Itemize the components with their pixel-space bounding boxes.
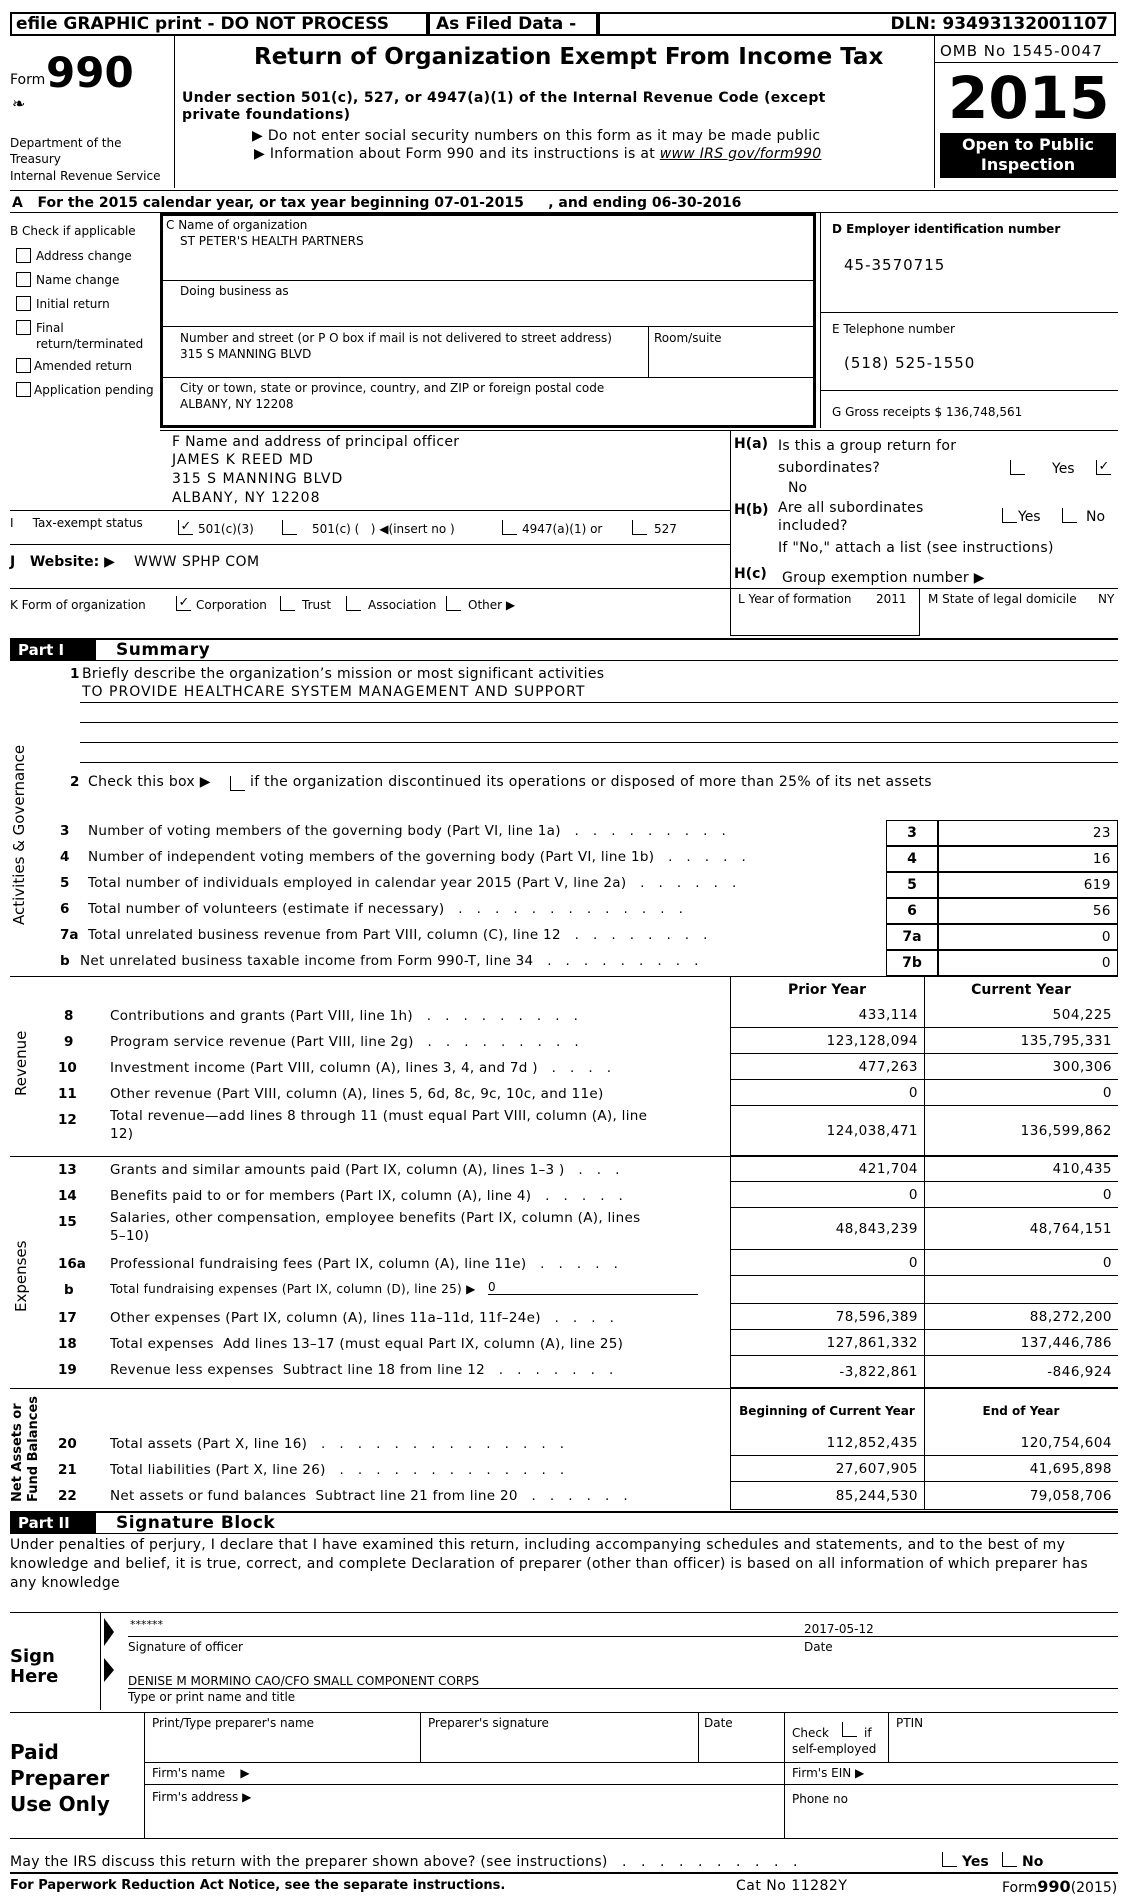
line-1-number: 1 (70, 666, 80, 682)
org-name-label: C Name of organization (166, 218, 308, 232)
net_lines-prior: 27,607,905 (730, 1456, 924, 1482)
ha-yes-label: Yes (1052, 461, 1075, 477)
rev_lines-prior: 123,128,094 (730, 1028, 924, 1054)
self-employed-label: self-employed (792, 1742, 877, 1756)
name-change-checkbox[interactable] (16, 272, 31, 287)
rev_lines-text-cont: 12) (110, 1126, 134, 1142)
gov-line-value: 0 (938, 950, 1118, 976)
gov-line-number: b (60, 953, 70, 969)
501c3-label: 501(c)(3) (198, 522, 254, 536)
col-prior-year: Prior Year (787, 982, 867, 998)
paid-preparer-1: Paid (10, 1740, 59, 1764)
exp_lines-number: 16a (58, 1256, 86, 1272)
gov-line-box-number: 4 (886, 846, 938, 872)
hb-no-label: No (1086, 509, 1106, 525)
net_lines-number: 20 (58, 1436, 77, 1452)
net_lines-number: 21 (58, 1462, 77, 1478)
exp_lines-text: Benefits paid to or for members (Part IX, column (A), line 4) . . . . . (110, 1188, 624, 1204)
exp_lines-number: 13 (58, 1162, 77, 1178)
prep-name-label: Print/Type preparer's name (152, 1716, 315, 1730)
ptin-label: PTIN (896, 1716, 924, 1730)
exp_lines-prior: 0 (730, 1182, 924, 1208)
rev_lines-prior: 0 (730, 1080, 924, 1106)
gov-line-text: Net unrelated business taxable income from Form 990-T, line 34 . . . . . . . . . (80, 953, 699, 969)
exp_lines-text: Salaries, other compensation, employee benefits (Part IX, column (A), lines (110, 1210, 641, 1226)
state-domicile-value: NY (1098, 592, 1115, 606)
side-label-expenses: Expenses (12, 1240, 30, 1312)
discuss-yes-checkbox[interactable] (942, 1852, 957, 1867)
rev_lines-text: Contributions and grants (Part VIII, line 1h) . . . . . . . . . (110, 1008, 579, 1024)
hb-tag: H(b) (734, 502, 769, 518)
trust-checkbox[interactable] (280, 596, 295, 611)
gov-line-text: Number of independent voting members of the governing body (Part VI, line 1b) . . . . . (88, 849, 747, 865)
gov-line-number: 5 (60, 875, 70, 891)
line-2-number: 2 (70, 774, 80, 790)
gov-line-text: Number of voting members of the governing body (Part VI, line 1a) . . . . . . . . . (88, 823, 727, 839)
sign-arrow-svg (104, 1614, 116, 1684)
officer-line3: ALBANY, NY 12208 (172, 490, 321, 506)
open-public-badge: Open to Public Inspection (940, 133, 1116, 178)
application-pending-label: Application pending (34, 383, 154, 397)
side-label-governance: Activities & Governance (10, 744, 28, 925)
self-employed-checkbox[interactable] (842, 1722, 857, 1737)
rev_lines-number: 12 (58, 1112, 77, 1128)
net_lines-prior: 85,244,530 (730, 1482, 924, 1510)
signer-name: DENISE M MORMINO CAO/CFO SMALL COMPONENT CORPS (128, 1674, 480, 1688)
501c-checkbox[interactable] (282, 520, 297, 535)
net_lines-number: 22 (58, 1488, 77, 1504)
corporation-checkbox[interactable]: ✓ (176, 596, 191, 611)
527-label: 527 (654, 522, 677, 536)
rev_lines-current: 0 (924, 1080, 1118, 1106)
city-value: ALBANY, NY 12208 (180, 397, 294, 411)
section-b-label: B Check if applicable (10, 224, 136, 238)
ha-yes-checkbox-empty[interactable] (1010, 460, 1025, 475)
discuss-no-checkbox[interactable] (1002, 1852, 1017, 1867)
amended-return-checkbox[interactable] (16, 358, 31, 373)
gov-line-box-number: 7b (886, 950, 938, 976)
rev_lines-current: 300,306 (924, 1054, 1118, 1080)
initial-return-label: Initial return (36, 297, 110, 311)
rev_lines-text: Program service revenue (Part VIII, line 2g) . . . . . . . . . (110, 1034, 579, 1050)
officer-label: F Name and address of principal officer (172, 434, 460, 450)
other-checkbox[interactable] (446, 596, 461, 611)
paid-preparer-3: Use Only (10, 1792, 110, 1816)
4947-label: 4947(a)(1) or (522, 522, 603, 536)
application-pending-checkbox[interactable] (16, 382, 31, 397)
gov-line-value: 56 (938, 898, 1118, 924)
exp_lines-text: Grants and similar amounts paid (Part IX, column (A), lines 1–3 ) . . . (110, 1162, 620, 1178)
date-label: Date (804, 1640, 833, 1654)
prep-sig-label: Preparer's signature (428, 1716, 549, 1730)
line-2-text-post: if the organization discontinued its operations or disposed of more than 25% of its net assets (250, 774, 932, 790)
ha-yes-checkbox[interactable]: ✓ (1096, 460, 1111, 475)
exp_lines-number: 15 (58, 1214, 77, 1230)
gov-line-value: 16 (938, 846, 1118, 872)
exp_lines-current: 0 (924, 1182, 1118, 1208)
line-a: A For the 2015 calendar year, or tax year beginning 07-01-2015 , and ending 06-30-2016 (12, 195, 742, 211)
sign-here-2: Here (10, 1666, 59, 1687)
gov-line-box-number: 7a (886, 924, 938, 950)
form-footer-year: (2015) (1070, 1880, 1118, 1896)
gov-line-value: 0 (938, 924, 1118, 950)
filed-banner: As Filed Data - (428, 12, 598, 36)
gov-line-box-number: 6 (886, 898, 938, 924)
gov-line-text: Total number of volunteers (estimate if necessary) . . . . . . . . . . . . . (88, 901, 684, 917)
association-label: Association (368, 598, 437, 612)
exp_lines-number: 18 (58, 1336, 77, 1352)
sign-arrow-icon (104, 1614, 114, 1684)
exp_lines-inline-value: 0 (488, 1280, 698, 1295)
rev_lines-current: 135,795,331 (924, 1028, 1118, 1054)
irs-link[interactable]: www IRS gov/form990 (659, 146, 822, 162)
part2-title: Signature Block (116, 1513, 276, 1533)
line-2-text-pre: Check this box ▶ (88, 774, 211, 790)
ein-label: D Employer identification number (832, 222, 1061, 236)
4947-checkbox[interactable] (502, 520, 517, 535)
501c-label: 501(c) ( ) ◀(insert no ) (312, 522, 455, 536)
gov-line-number: 3 (60, 823, 70, 839)
eagle-icon: ❧ (12, 94, 26, 113)
paperwork-notice: For Paperwork Reduction Act Notice, see the separate instructions. (10, 1878, 506, 1893)
gov-line-number: 4 (60, 849, 70, 865)
city-label: City or town, state or province, country, and ZIP or foreign postal code (180, 381, 605, 395)
hc-tag: H(c) (734, 566, 767, 582)
rev_lines-prior: 477,263 (730, 1054, 924, 1080)
firm-name-label: Firm's name ▶ (152, 1766, 250, 1780)
address-change-checkbox[interactable] (16, 248, 31, 263)
form-number: 990 (46, 48, 134, 97)
signer-label: Type or print name and title (128, 1690, 296, 1704)
rev_lines-text: Investment income (Part VIII, column (A), lines 3, 4, and 7d ) . . . . (110, 1060, 612, 1076)
501c3-checkbox[interactable]: ✓ (178, 520, 193, 535)
gov-line-box-number: 3 (886, 820, 938, 846)
ha-text2: subordinates? (778, 460, 881, 476)
rev_lines-prior: 124,038,471 (730, 1106, 924, 1156)
exp_lines-text: Total fundraising expenses (Part IX, column (D), line 25) ▶ (110, 1282, 476, 1296)
rev_lines-current: 136,599,862 (924, 1106, 1118, 1156)
rev_lines-text: Other revenue (Part VIII, column (A), lines 5, 6d, 8c, 9c, 10c, and 11e) (110, 1086, 604, 1102)
website-label: J Website: ▶ (10, 554, 115, 570)
website-value[interactable]: WWW SPHP COM (134, 554, 260, 570)
gov-line-text: Total unrelated business revenue from Part VIII, column (C), line 12 . . . . . . . . (88, 927, 708, 943)
exp_lines-number: 14 (58, 1188, 77, 1204)
dept-line1: Department of the (10, 136, 122, 150)
address-change-label: Address change (36, 249, 132, 263)
room-suite-label: Room/suite (654, 331, 722, 345)
exp_lines-current: 137,446,786 (924, 1330, 1118, 1356)
rev_lines-prior: 433,114 (730, 1002, 924, 1028)
signature-mask: ****** (130, 1618, 163, 1631)
net_lines-current: 41,695,898 (924, 1456, 1118, 1482)
cat-number: Cat No 11282Y (736, 1878, 848, 1894)
exp_lines-text: Other expenses (Part IX, column (A), lines 11a–11d, 11f–24e) . . . . (110, 1310, 615, 1326)
exp_lines-current: 88,272,200 (924, 1304, 1118, 1330)
info-note-text: ▶ Information about Form 990 and its instructions is at (254, 146, 660, 162)
ein-value: 45-3570715 (844, 256, 946, 274)
dln-banner: DLN: 93493132001107 (598, 12, 1116, 36)
part2-tag: Part II (10, 1513, 96, 1533)
col-beginning-year: Beginning of Current Year (739, 1404, 915, 1418)
info-note (254, 146, 822, 162)
year-formation-label: L Year of formation (738, 592, 852, 606)
hb-text1: Are all subordinates (778, 500, 924, 516)
corporation-label: Corporation (196, 598, 267, 612)
paid-preparer-2: Preparer (10, 1766, 110, 1790)
exp_lines-current (924, 1276, 1118, 1304)
net_lines-current: 79,058,706 (924, 1482, 1118, 1510)
part1-tag: Part I (10, 640, 96, 660)
gov-line-value: 23 (938, 820, 1118, 846)
self-employed-if: if (864, 1726, 872, 1740)
exp_lines-number: b (64, 1282, 74, 1298)
exp_lines-current: 0 (924, 1250, 1118, 1276)
net_lines-prior: 112,852,435 (730, 1430, 924, 1456)
rev_lines-current: 504,225 (924, 1002, 1118, 1028)
final-return-label: Final return/terminated (36, 321, 144, 351)
dept-line3: Internal Revenue Service (10, 169, 161, 183)
dept-line2: Treasury (10, 152, 61, 166)
efile-banner: efile GRAPHIC print - DO NOT PROCESS (10, 12, 428, 36)
ssn-note: ▶ Do not enter social security numbers on this form as it may be made public (252, 128, 821, 144)
side-label-revenue: Revenue (12, 1030, 30, 1096)
gov-line-text: Total number of individuals employed in calendar year 2015 (Part V, line 2a) . . . . . . (88, 875, 737, 891)
perjury-statement: Under penalties of perjury, I declare that I have examined this return, including accompanying schedules and statements, and to the best of my knowledge and belief, it is true, correct, and complete Declaration of preparer (other than officer) is based on all information of which preparer has any knowledge (10, 1537, 1088, 1591)
hc-text: Group exemption number ▶ (782, 570, 985, 586)
net_lines-text: Net assets or fund balances Subtract line 21 from line 20 . . . . . . (110, 1488, 628, 1504)
hb-yes-checkbox[interactable] (1002, 508, 1017, 523)
line-1-text: Briefly describe the organization’s mission or most significant activities (82, 666, 605, 682)
exp_lines-number: 19 (58, 1362, 77, 1378)
part1-title: Summary (116, 640, 211, 660)
other-label: Other ▶ (468, 598, 516, 612)
exp_lines-prior (730, 1276, 924, 1304)
form-footer-label (1002, 1877, 1117, 1896)
exp_lines-prior: -3,822,861 (730, 1356, 924, 1388)
signature-label: Signature of officer (128, 1640, 243, 1654)
exp_lines-prior: 127,861,332 (730, 1330, 924, 1356)
discuss-question: May the IRS discuss this return with the preparer shown above? (see instructions) . . . . . . . . . . (10, 1854, 798, 1870)
exp_lines-text: Total expenses Add lines 13–17 (must equal Part IX, column (A), line 25) (110, 1336, 624, 1352)
form-footer-word: Form (1002, 1880, 1038, 1896)
exp_lines-current: 410,435 (924, 1156, 1118, 1182)
rev_lines-number: 11 (58, 1086, 77, 1102)
form-subtitle: Under section 501(c), 527, or 4947(a)(1) of the Internal Revenue Code (except private foundations) (182, 90, 826, 123)
exp_lines-text: Revenue less expenses Subtract line 18 from line 12 . . . . . . . (110, 1362, 614, 1378)
form-word: Form (10, 72, 46, 88)
col-current-year: Current Year (971, 982, 1071, 998)
net_lines-text: Total assets (Part X, line 16) . . . . . . . . . . . . . . (110, 1436, 565, 1452)
net_lines-text: Total liabilities (Part X, line 26) . . . . . . . . . . . . . (110, 1462, 565, 1478)
exp_lines-current: 48,764,151 (924, 1208, 1118, 1250)
rev_lines-text: Total revenue—add lines 8 through 11 (must equal Part VIII, column (A), line (110, 1108, 648, 1124)
street-label: Number and street (or P O box if mail is not delivered to street address) (180, 331, 612, 345)
ha-tag: H(a) (734, 436, 768, 452)
trust-label: Trust (302, 598, 332, 612)
exp_lines-text: Professional fundraising fees (Part IX, column (A), line 11e) . . . . . (110, 1256, 619, 1272)
officer-line1: JAMES K REED MD (172, 452, 314, 468)
phone-label: E Telephone number (832, 322, 955, 336)
exp_lines-prior: 78,596,389 (730, 1304, 924, 1330)
officer-line2: 315 S MANNING BLVD (172, 471, 344, 487)
gov-line-number: 6 (60, 901, 70, 917)
exp_lines-current: -846,924 (924, 1356, 1118, 1388)
state-domicile-label: M State of legal domicile (928, 592, 1077, 606)
gov-line-number: 7a (60, 927, 79, 943)
exp_lines-text-cont: 5–10) (110, 1228, 150, 1244)
form-org-label: K Form of organization (10, 598, 146, 612)
hb-text2: included? (778, 518, 848, 534)
prep-date-label: Date (704, 1716, 733, 1730)
discontinued-checkbox[interactable] (230, 776, 245, 791)
amended-return-label: Amended return (34, 359, 133, 373)
side-label-net-assets-1: Net Assets or (10, 1403, 25, 1502)
omb-number: OMB No 1545-0047 (940, 42, 1103, 60)
exp_lines-prior: 0 (730, 1250, 924, 1276)
firm-ein-label: Firm's EIN ▶ (792, 1766, 865, 1780)
ha-text1: Is this a group return for (778, 438, 957, 454)
initial-return-checkbox[interactable] (16, 296, 31, 311)
tax-year: 2015 (948, 64, 1110, 132)
discuss-no-label: No (1022, 1854, 1044, 1870)
firm-address-label: Firm's address ▶ (152, 1790, 252, 1804)
form-footer-number: 990 (1037, 1877, 1071, 1896)
net_lines-current: 120,754,604 (924, 1430, 1118, 1456)
signature-date: 2017-05-12 (804, 1622, 874, 1636)
side-label-net-assets-2: Fund Balances (26, 1396, 41, 1502)
ha-no-label: No (788, 480, 808, 496)
rev_lines-number: 10 (58, 1060, 77, 1076)
col-end-year: End of Year (982, 1404, 1060, 1418)
rev_lines-number: 9 (64, 1034, 74, 1050)
self-employed-check-label: Check (792, 1726, 829, 1740)
line-1-mission: TO PROVIDE HEALTHCARE SYSTEM MANAGEMENT AND SUPPORT (82, 684, 586, 700)
gross-receipts: G Gross receipts $ 136,748,561 (832, 405, 1023, 419)
gov-line-value: 619 (938, 872, 1118, 898)
org-name: ST PETER'S HEALTH PARTNERS (180, 234, 364, 248)
sign-here-1: Sign (10, 1646, 55, 1667)
phone-value: (518) 525-1550 (844, 354, 976, 372)
hb-yes-label: Yes (1018, 509, 1041, 525)
name-change-label: Name change (36, 273, 120, 287)
527-checkbox[interactable] (632, 520, 647, 535)
discuss-yes-label: Yes (962, 1854, 989, 1870)
year-formation-value: 2011 (876, 592, 907, 606)
exp_lines-number: 17 (58, 1310, 77, 1326)
gov-line-box-number: 5 (886, 872, 938, 898)
exp_lines-prior: 48,843,239 (730, 1208, 924, 1250)
rev_lines-number: 8 (64, 1008, 74, 1024)
tax-exempt-label: I Tax-exempt status (10, 516, 143, 530)
phone-no-label: Phone no (792, 1792, 848, 1806)
dba-label: Doing business as (180, 284, 289, 298)
street-value: 315 S MANNING BLVD (180, 347, 312, 361)
exp_lines-prior: 421,704 (730, 1156, 924, 1182)
association-checkbox[interactable] (346, 596, 361, 611)
form-title: Return of Organization Exempt From Income Tax (254, 44, 884, 70)
hb-no-checkbox[interactable] (1062, 508, 1077, 523)
hb-note: If "No," attach a list (see instructions) (778, 540, 1054, 556)
